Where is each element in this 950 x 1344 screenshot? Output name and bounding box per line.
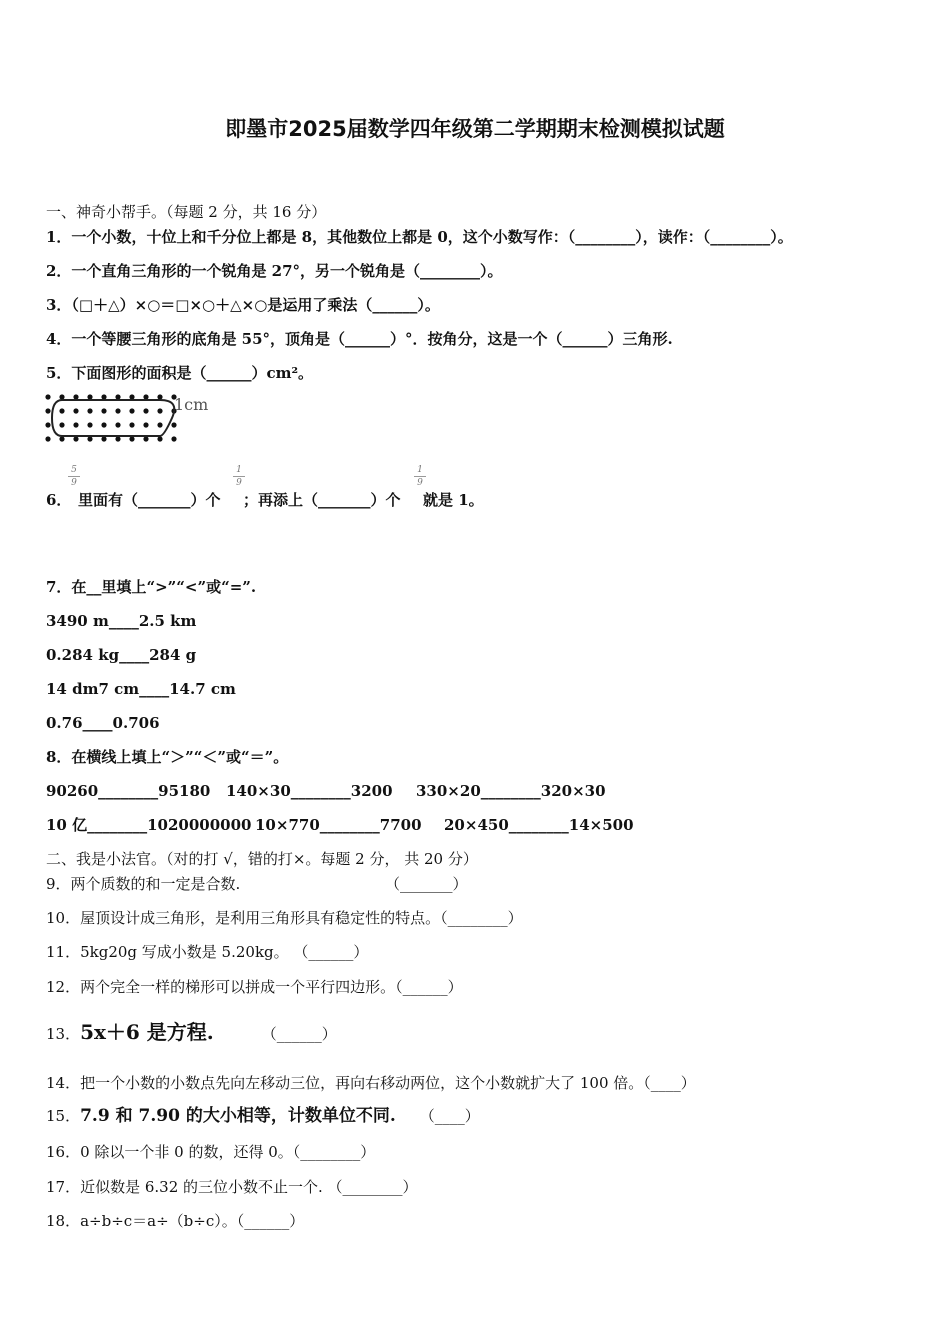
- grid-dot: [115, 408, 120, 413]
- grid-dot: [87, 394, 92, 399]
- page-title: 即墨市2025届数学四年级第二学期期末检测模拟试题: [225, 117, 725, 141]
- question-8-item: 10 亿________1020000000: [46, 816, 252, 834]
- question-12: 12．两个完全一样的梯形可以拼成一个平行四边形。（______）: [46, 978, 463, 996]
- grid-dot: [87, 422, 92, 427]
- question-4: 4．一个等腰三角形的底角是 55°，顶角是（______）°．按角分，这是一个（______）三角形.: [46, 330, 673, 348]
- grid-dot: [157, 394, 162, 399]
- grid-dot: [129, 436, 134, 441]
- question-9: 9．两个质数的和一定是合数.: [46, 875, 241, 893]
- fraction-1-9-second: 1 9: [414, 465, 426, 488]
- grid-dot: [59, 408, 64, 413]
- grid-dot: [157, 408, 162, 413]
- section-1-heading: 一、神奇小帮手。（每题 2 分，共 16 分）: [46, 203, 327, 221]
- question-13-text: 5x＋6 是方程.: [80, 1020, 214, 1044]
- question-16: 16．0 除以一个非 0 的数，还得 0。（________）: [46, 1143, 376, 1161]
- grid-dot: [115, 394, 120, 399]
- grid-dot: [171, 436, 176, 441]
- grid-dot: [101, 394, 106, 399]
- question-11: 11．5kg20g 写成小数是 5.20kg。 （______）: [46, 943, 369, 961]
- question-15-text: 7.9 和 7.90 的大小相等，计数单位不同.: [80, 1106, 396, 1126]
- grid-dot: [45, 408, 50, 413]
- section-2-heading: 二、我是小法官。（对的打 √，错的打×。每题 2 分， 共 20 分）: [46, 850, 478, 868]
- question-5: 5．下面图形的面积是（______）cm²。: [46, 364, 314, 382]
- question-7-item: 0.76____0.706: [46, 714, 160, 732]
- question-6-part3: 就是 1。: [423, 491, 484, 509]
- grid-dot: [101, 422, 106, 427]
- grid-dot: [73, 394, 78, 399]
- grid-dot: [129, 422, 134, 427]
- grid-dot: [143, 408, 148, 413]
- grid-dot: [73, 408, 78, 413]
- grid-dot: [45, 436, 50, 441]
- grid-dot: [59, 436, 64, 441]
- grid-dot: [115, 422, 120, 427]
- grid-dot: [115, 436, 120, 441]
- grid-dot: [129, 394, 134, 399]
- question-7-item: 0.284 kg____284 g: [46, 646, 197, 664]
- question-10: 10．屋顶设计成三角形，是利用三角形具有稳定性的特点。（________）: [46, 909, 523, 927]
- shaded-shape-outline: [52, 400, 174, 436]
- question-18: 18．a÷b÷c＝a÷（b÷c）。（______）: [46, 1212, 305, 1230]
- grid-dot: [59, 394, 64, 399]
- dot-grid-figure: [42, 392, 182, 446]
- grid-dot: [87, 408, 92, 413]
- fraction-1-9: 1 9: [233, 465, 245, 488]
- question-6-number: 6．: [46, 491, 72, 509]
- question-17: 17．近似数是 6.32 的三位小数不止一个. （________）: [46, 1178, 418, 1196]
- grid-dot: [129, 408, 134, 413]
- grid-dot: [101, 436, 106, 441]
- grid-dot: [87, 436, 92, 441]
- question-6-part2: ；再添上（_______）个: [243, 491, 401, 509]
- grid-dot: [45, 422, 50, 427]
- grid-dot: [101, 408, 106, 413]
- grid-dot: [157, 436, 162, 441]
- question-15: [46, 1106, 480, 1126]
- grid-dot: [143, 436, 148, 441]
- question-13-number: 13．: [46, 1025, 81, 1043]
- grid-dot: [143, 394, 148, 399]
- grid-dot: [171, 422, 176, 427]
- question-14: 14．把一个小数的小数点先向左移动三位，再向右移动两位，这个小数就扩大了 100 倍。（____）: [46, 1074, 696, 1092]
- grid-dot: [73, 422, 78, 427]
- question-8: 8．在横线上填上“＞”“＜”或“＝”。: [46, 748, 289, 766]
- question-9-blank: （_______）: [385, 875, 468, 893]
- question-15-number: 15．: [46, 1107, 81, 1125]
- grid-dot: [59, 422, 64, 427]
- grid-dot: [143, 422, 148, 427]
- unit-label: 1cm: [174, 395, 209, 414]
- question-3: 3．（□＋△）×○＝□×○＋△×○是运用了乘法（______）。: [46, 296, 440, 314]
- question-7: 7．在__里填上“>”“<”或“=”.: [46, 578, 257, 596]
- question-8-item: 140×30________3200: [226, 782, 393, 800]
- question-7-item: 14 dm7 cm____14.7 cm: [46, 680, 236, 698]
- question-13-blank: （______）: [261, 1025, 337, 1043]
- question-7-item: 3490 m____2.5 km: [46, 612, 197, 630]
- grid-dot: [45, 394, 50, 399]
- grid-dot: [73, 436, 78, 441]
- question-2: 2．一个直角三角形的一个锐角是 27°，另一个锐角是（________）。: [46, 262, 503, 280]
- question-6-part1: 里面有（_______）个: [78, 491, 221, 509]
- grid-dot: [157, 422, 162, 427]
- question-8-item: 10×770________7700: [255, 816, 422, 834]
- question-15-blank: （____）: [419, 1107, 480, 1125]
- question-1: 1．一个小数，十位上和千分位上都是 8，其他数位上都是 0，这个小数写作：（________），读作：（________）。: [46, 228, 793, 246]
- question-8-item: 90260________95180: [46, 782, 211, 800]
- fraction-5-9: 5 9: [68, 465, 80, 488]
- question-8-item: 20×450________14×500: [444, 816, 634, 834]
- question-13: [46, 1022, 337, 1044]
- question-8-item: 330×20________320×30: [416, 782, 606, 800]
